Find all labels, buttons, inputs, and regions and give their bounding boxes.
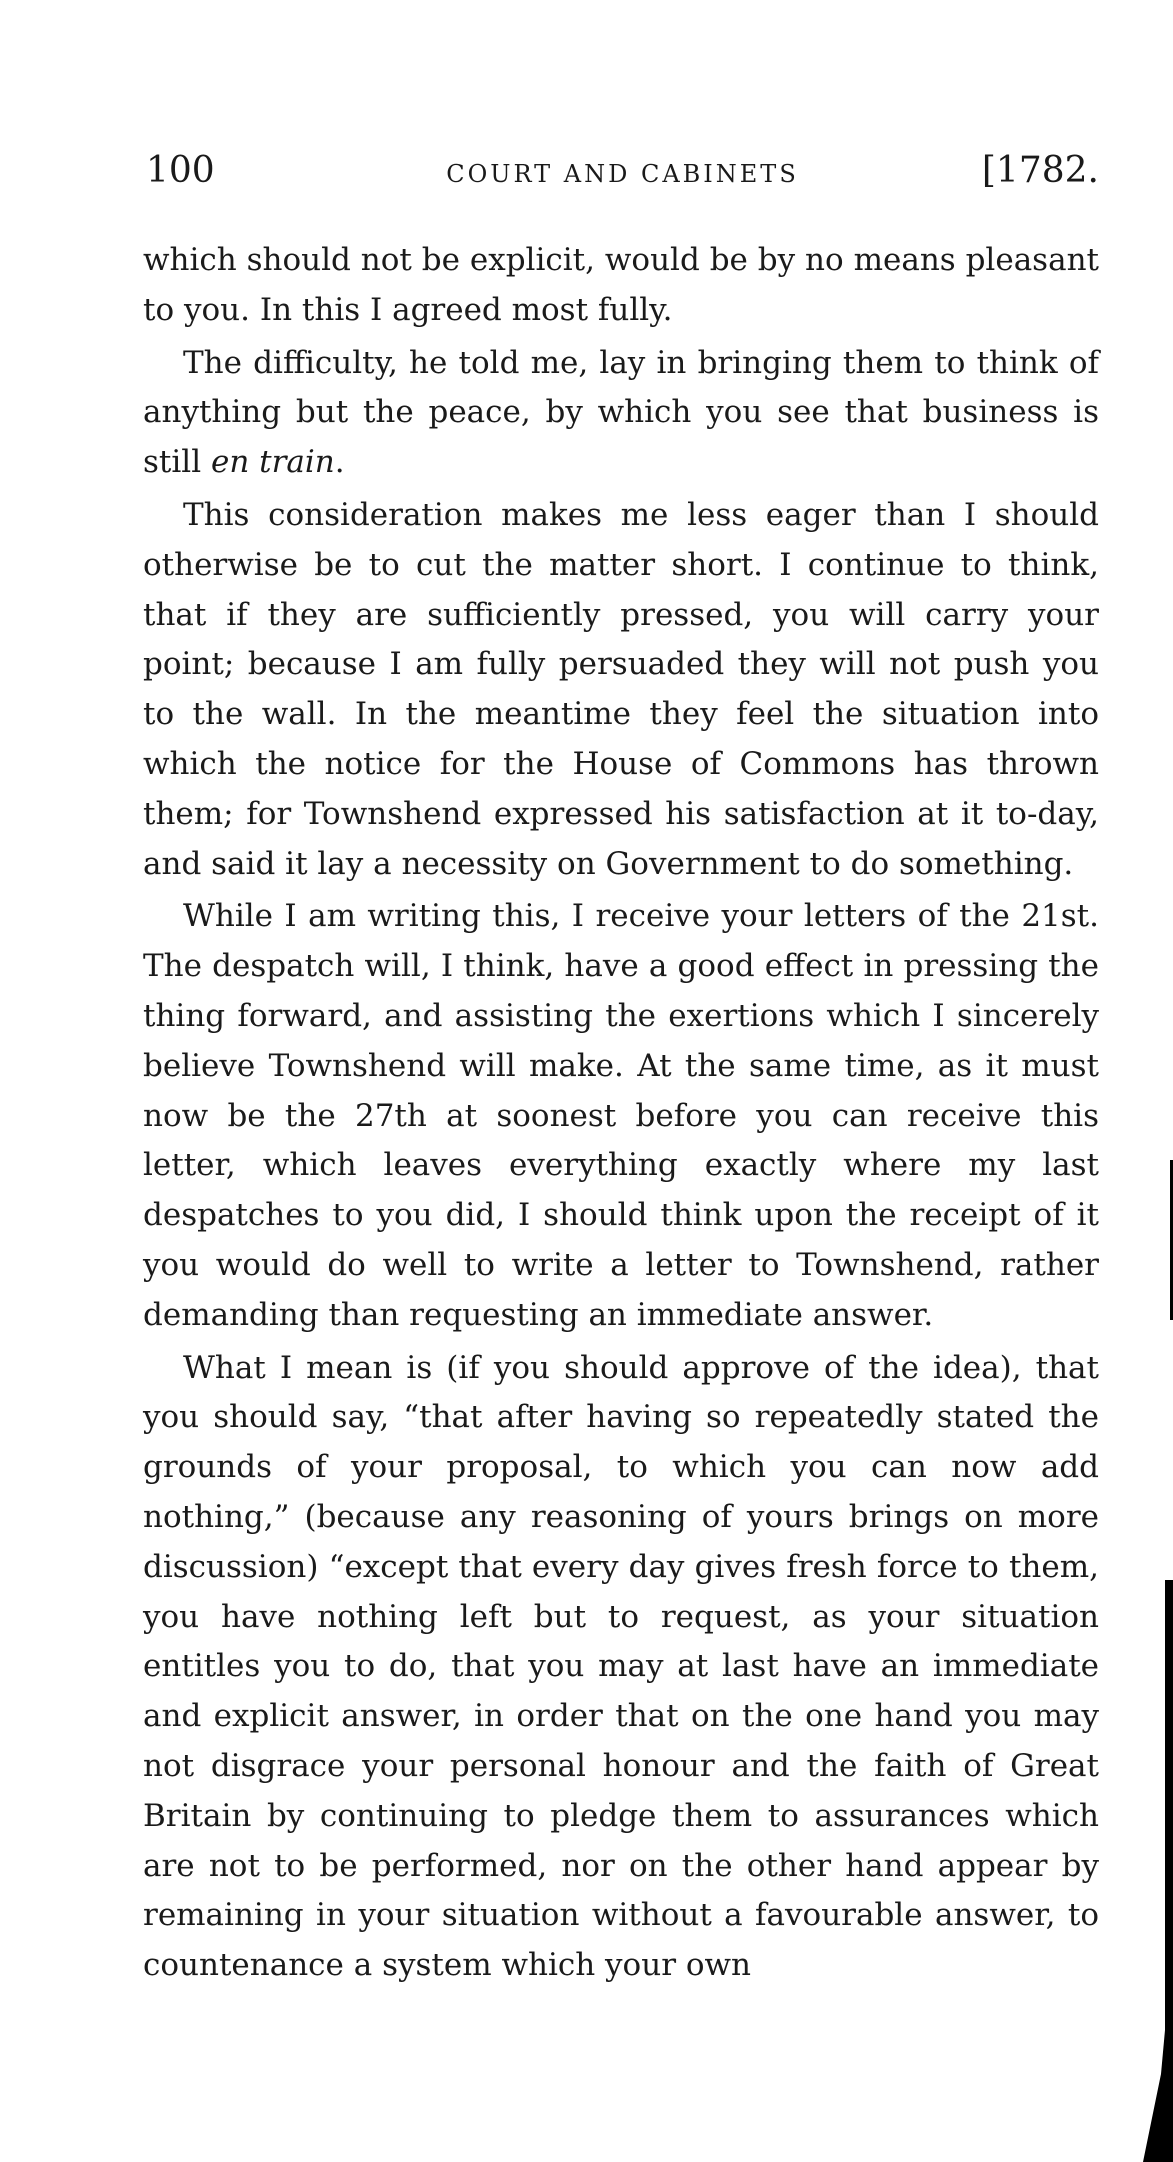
paragraph-3: This consideration makes me less eager than I should otherwise be to cut the matter short. I continue to think, that if they are sufficiently pressed, you will carry your point; because I am fully persuaded they will not push you to the wall. In the meantime they feel the situation into which the notice for the House of Commons has thrown them; for Townshend expressed his satisfaction at it to-day, and said it lay a necessity on Government to do something. bbox=[143, 496, 1099, 882]
paragraph-5: What I mean is (if you should approve of the idea), that you should say, “that after having so repeatedly stated the grounds of your proposal, to which you can now add nothing,” (because any reasoning of yours brings on more discussion) “except that every day gives fresh force to them, you have nothing left but to request, as your situation entitles you to do, that you may at last have an immediate and explicit answer, in order that on the one hand you may not disgrace your personal honour and the faith of Great Britain by continuing to pledge them to assurances which are not to be performed, nor on the other hand appear by remaining in your situation without a favourable answer, to countenance a system which your own bbox=[143, 1349, 1099, 1984]
page-number: 100 bbox=[146, 150, 215, 191]
running-title: COURT AND CABINETS bbox=[446, 160, 799, 188]
paragraph-2 bbox=[143, 339, 1099, 488]
running-header bbox=[146, 150, 1099, 200]
page-body bbox=[143, 236, 1099, 1991]
header-year: [1782. bbox=[981, 150, 1099, 191]
italic-phrase: en train bbox=[210, 444, 335, 481]
paragraph-2-text: The difficulty, he told me, lay in bringing them to think of anything but the peace, by which you see that business is still bbox=[143, 344, 1099, 481]
paragraph-2-end: . bbox=[334, 444, 345, 481]
paragraph-4: While I am writing this, I receive your letters of the 21st. The despatch will, I think, have a good effect in pressing the thing forward, and assisting the exertions which I sincerely believe Townshend will make. At the same time, as it must now be the 27th at soonest before you can receive this letter, which leaves everything exactly where my last despatches to you did, I should think upon the receipt of it you would do well to write a letter to Townshend, rather demanding than requesting an immediate answer. bbox=[143, 898, 1099, 1333]
paragraph-1: which should not be explicit, would be by no means pleasant to you. In this I agreed most fully. bbox=[143, 242, 1099, 328]
